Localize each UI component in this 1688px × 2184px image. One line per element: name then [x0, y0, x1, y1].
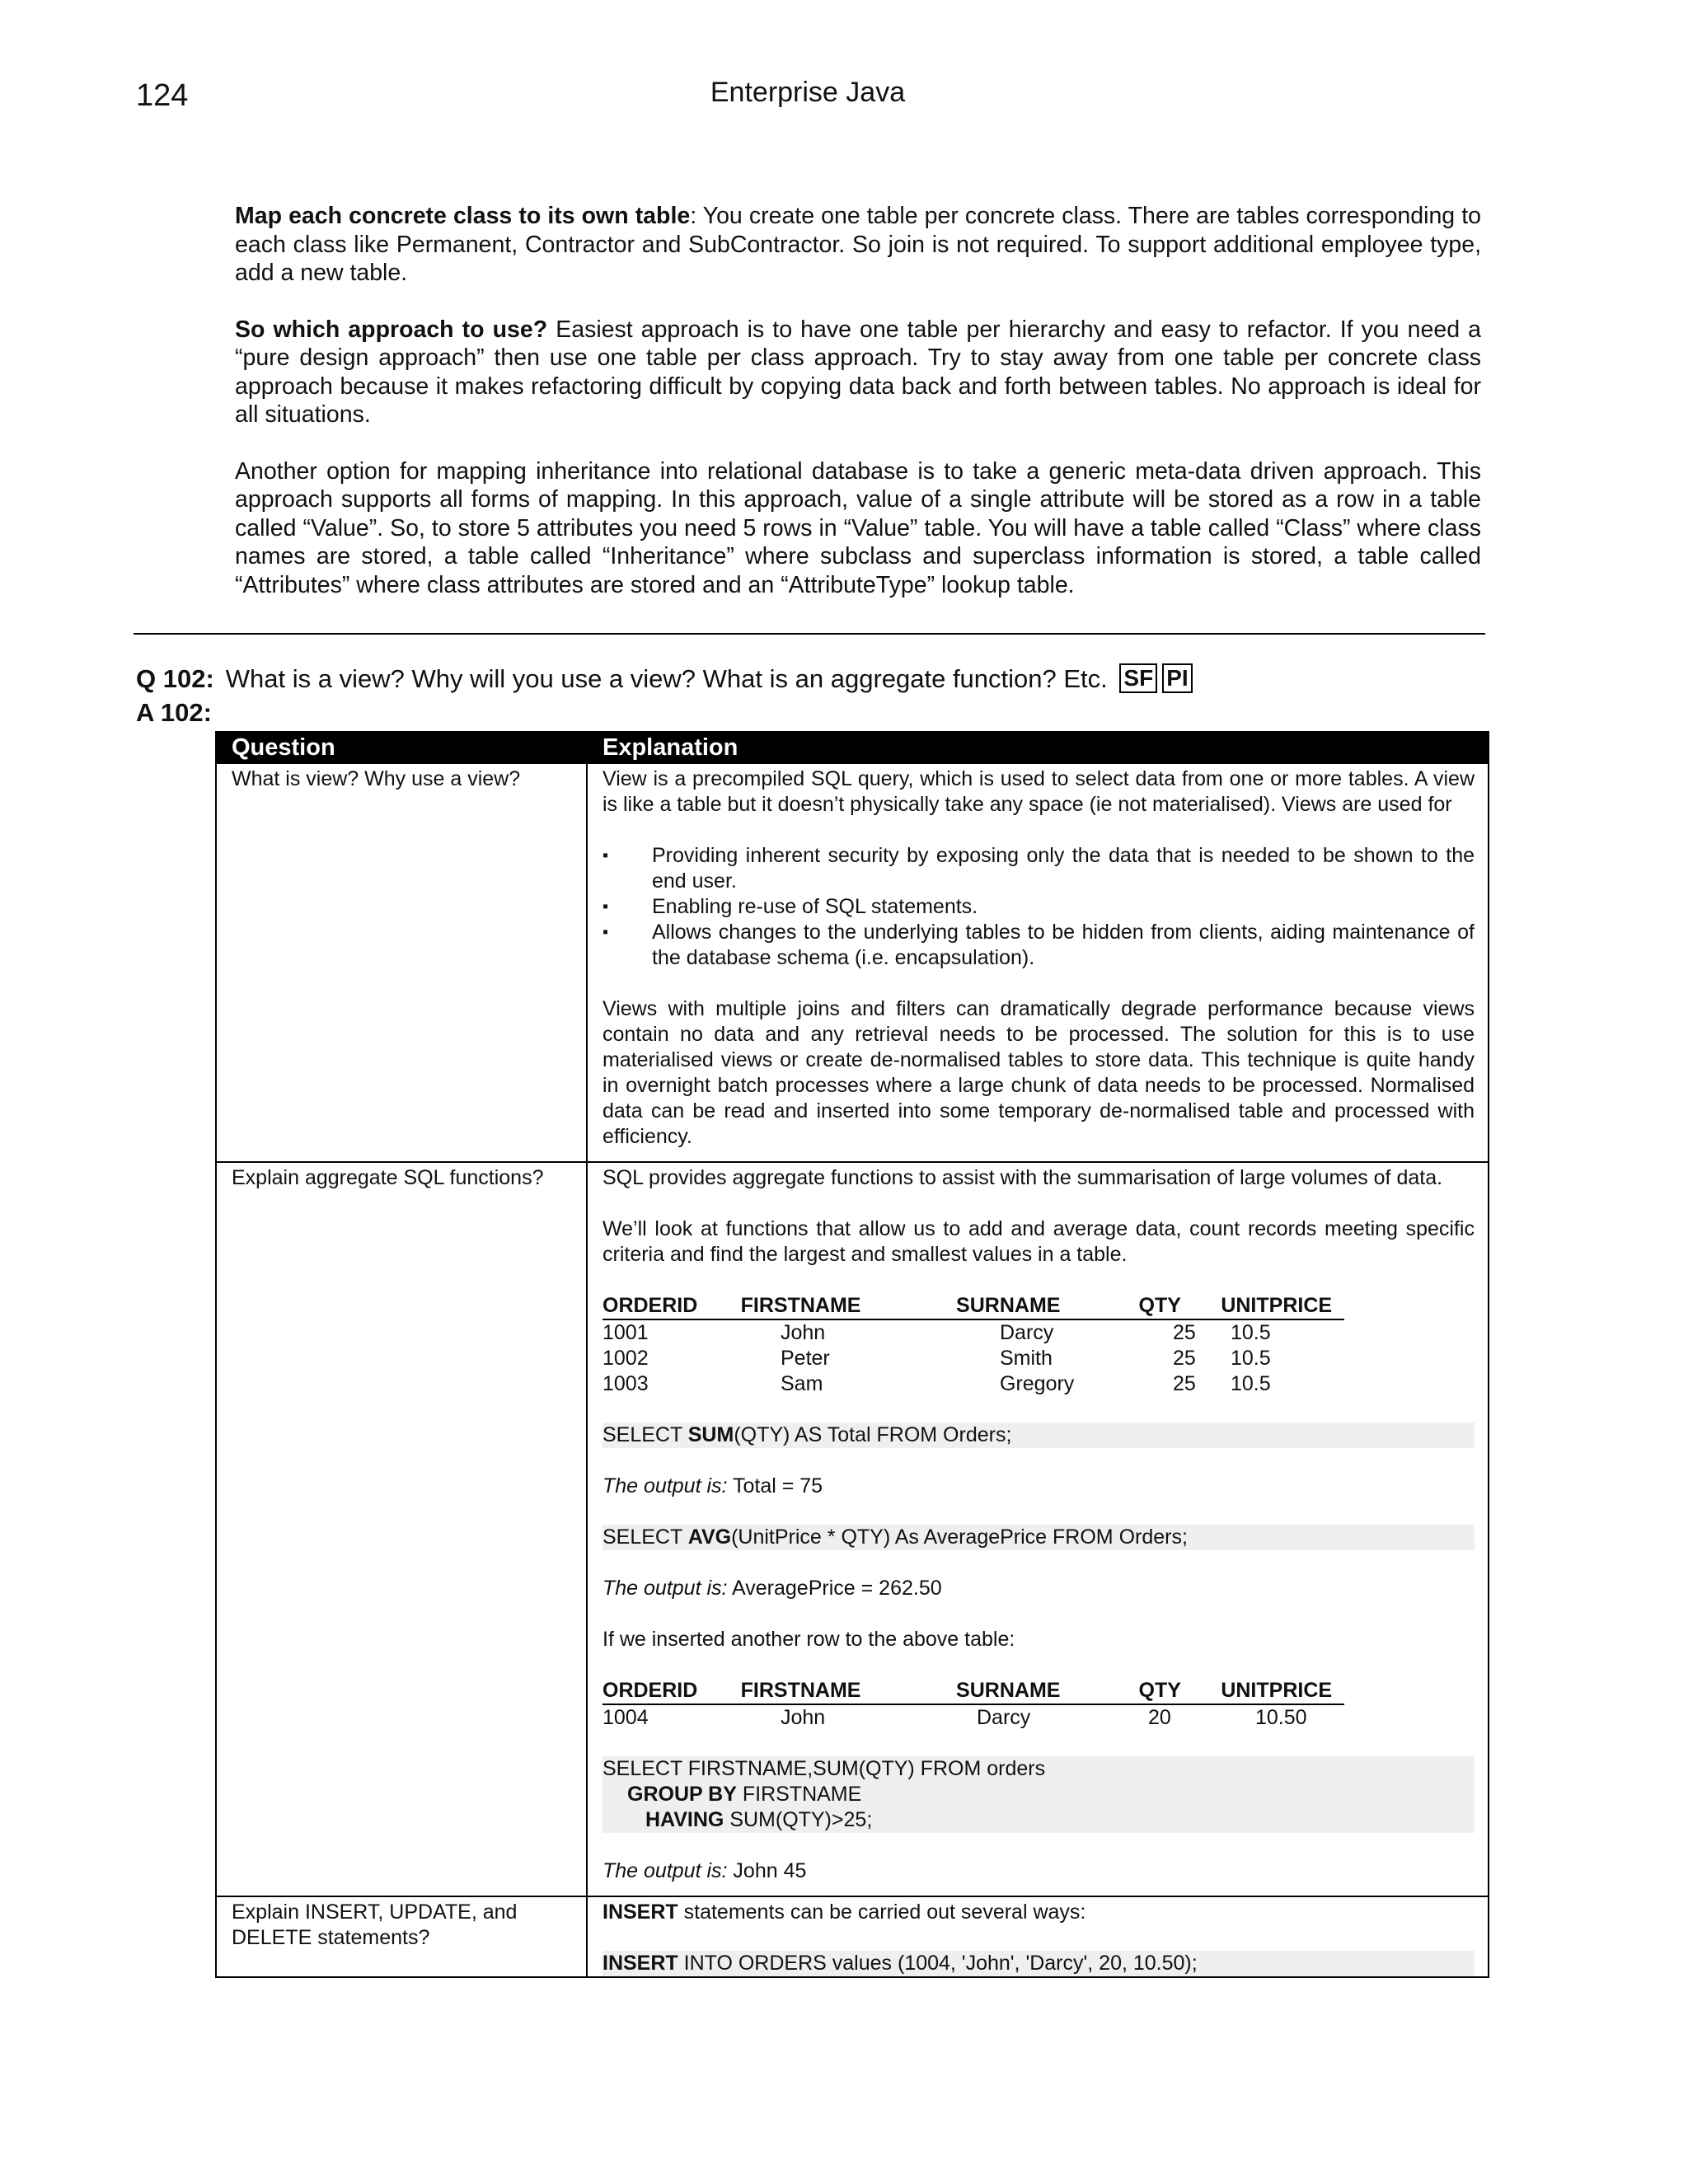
question-cell: What is view? Why use a view?: [216, 763, 587, 1162]
explanation-cell: [587, 1162, 1489, 1896]
badge-pi: PI: [1162, 663, 1192, 693]
sum-output: [603, 1474, 1475, 1499]
sql-sum-query: [603, 1422, 1475, 1448]
col-unitprice: UNITPRICE: [1221, 1679, 1333, 1702]
insert-intro: [603, 1900, 1475, 1925]
qa-row-aggregate: [216, 1162, 1489, 1896]
col-firstname: FIRSTNAME: [740, 1294, 861, 1317]
orders-data-table-2: [603, 1678, 1475, 1731]
code-text: SELECT: [603, 1423, 688, 1446]
code-text: SUM(QTY)>25;: [724, 1808, 873, 1831]
list-item: ▪ Allows changes to the underlying tables to be hidden from clients, aiding maintenance of the database schema (i.e. encapsulation).: [603, 920, 1475, 971]
col-qty: QTY: [1138, 1679, 1181, 1702]
code-text: (QTY) AS Total FROM Orders;: [734, 1423, 1012, 1446]
question-cell: Explain aggregate SQL functions?: [216, 1162, 587, 1896]
sql-avg-query: [603, 1525, 1475, 1550]
answer-label: A 102:: [136, 698, 212, 727]
cell-surname: Smith: [1000, 1347, 1053, 1370]
code-line: [603, 1807, 1475, 1833]
paragraph-body: Another option for mapping inheritance into relational database is to take a generic meta-data driven approach. This approach supports all forms of mapping. In this approach, value of a single attribute will be stored as a row in a table called “Value”. So, to store 5 attributes you need 5 rows in “Value” table. You will have a table called “Class” where class names are stored, a table called “Inheritance” where subclass and superclass information is stored, a table called “Attributes” where class attributes are stored and an “AttributeType” lookup table.: [235, 457, 1481, 598]
orders-data-table: [603, 1293, 1475, 1397]
avg-output: [603, 1576, 1475, 1601]
explanation-cell: [587, 1896, 1489, 1977]
cell-qty: 25: [1173, 1372, 1196, 1395]
question-line: [136, 663, 1193, 694]
qa-row-view: [216, 763, 1489, 1162]
cell-orderid: 1002: [603, 1347, 649, 1370]
cell-firstname: Peter: [781, 1347, 830, 1370]
sql-group-by-query: [603, 1756, 1475, 1833]
cell-orderid: 1004: [603, 1706, 649, 1729]
code-text: FIRSTNAME: [736, 1783, 862, 1806]
paragraph-body: Easiest approach is to have one table per hierarchy and easy to refactor. If you need a “pure design approach” then use one table per class approach. Try to stay away from one table per concrete class approach because it makes refactoring difficult by copying data back and forth between tables. No approach is ideal for all situations.: [235, 316, 1481, 428]
header-question: Question: [216, 732, 587, 763]
group-output: [603, 1858, 1475, 1884]
code-keyword: INSERT: [603, 1952, 678, 1975]
sql-insert-query: [603, 1951, 1475, 1976]
qa-table: [215, 731, 1489, 1978]
cell-unitprice: 10.50: [1255, 1706, 1307, 1729]
paragraph-which-approach: [235, 316, 1481, 429]
section-divider: [134, 633, 1485, 635]
table-row: [603, 1346, 1475, 1371]
cell-firstname: John: [781, 1706, 826, 1729]
paragraph-concrete-class: [235, 202, 1481, 288]
output-label: The output is:: [603, 1474, 728, 1497]
cell-unitprice: 10.5: [1231, 1321, 1271, 1344]
output-value: Total = 75: [727, 1474, 823, 1497]
list-item: ▪ Providing inherent security by exposing only the data that is needed to be shown to the end user.: [603, 843, 1475, 894]
output-value: AveragePrice = 262.50: [727, 1577, 942, 1600]
table-row: [603, 1705, 1475, 1731]
paragraph-body: : You create one table per concrete class. There are tables corresponding to each class like Permanent, Contractor and SubContractor. So join is not required. To support additional employee type, add a new table.: [235, 203, 1481, 286]
cell-firstname: Sam: [781, 1372, 823, 1395]
question-cell: Explain INSERT, UPDATE, and DELETE statements?: [216, 1896, 587, 1977]
paragraph-lead: Map each concrete class to its own table: [235, 203, 691, 229]
question-label: Q 102:: [136, 664, 214, 693]
running-title: Enterprise Java: [710, 77, 906, 108]
code-keyword: INSERT: [603, 1900, 678, 1924]
cell-unitprice: 10.5: [1231, 1372, 1271, 1395]
orders-header-row: [603, 1293, 1344, 1320]
cell-surname: Darcy: [977, 1706, 1031, 1729]
paragraph-lead: So which approach to use?: [235, 316, 548, 343]
explanation-cell: [587, 763, 1489, 1162]
code-keyword: GROUP BY: [627, 1783, 737, 1806]
code-line: [603, 1782, 1475, 1807]
cell-unitprice: 10.5: [1231, 1347, 1271, 1370]
cell-surname: Gregory: [1000, 1372, 1075, 1395]
col-qty: QTY: [1138, 1294, 1181, 1317]
code-line: SELECT FIRSTNAME,SUM(QTY) FROM orders: [603, 1757, 1046, 1780]
code-keyword: SUM: [687, 1423, 734, 1446]
aggregate-intro-2: We’ll look at functions that allow us to add and average data, count records meeting specific criteria and find the largest and smallest values in a table.: [603, 1217, 1475, 1266]
qa-header-row: [216, 732, 1489, 763]
list-item: ▪ Enabling re-use of SQL statements.: [603, 894, 1475, 920]
orders-header-row: [603, 1678, 1344, 1705]
cell-firstname: John: [781, 1321, 826, 1344]
view-intro: View is a precompiled SQL query, which is used to select data from one or more tables. A view is like a table but it doesn’t physically take any space (ie not materialised). Views are used for: [603, 767, 1475, 816]
table-row: [603, 1371, 1475, 1397]
page-number: 124: [136, 78, 189, 113]
code-text: SELECT: [603, 1526, 688, 1549]
insert-note: If we inserted another row to the above table:: [603, 1628, 1015, 1651]
header-explanation: Explanation: [587, 732, 1489, 763]
col-firstname: FIRSTNAME: [740, 1679, 861, 1702]
cell-surname: Darcy: [1000, 1321, 1054, 1344]
col-surname: SURNAME: [956, 1294, 1061, 1317]
cell-qty: 25: [1173, 1321, 1196, 1344]
cell-qty: 25: [1173, 1347, 1196, 1370]
question-text: What is a view? Why will you use a view? What is an aggregate function? Etc.: [225, 664, 1108, 693]
badge-sf: SF: [1119, 663, 1157, 693]
aggregate-intro: SQL provides aggregate functions to assist with the summarisation of large volumes of data.: [603, 1166, 1443, 1189]
view-performance: Views with multiple joins and filters can dramatically degrade performance because views contain no data and any retrieval needs to be processed. The solution for this is to use materialised views or create de-normalised tables to store data. This technique is quite handy in overnight batch processes where a large chunk of data needs to be processed. Normalised data can be read and inserted into some temporary de-normalised table and processed with efficiency.: [603, 997, 1475, 1148]
table-row: [603, 1320, 1475, 1346]
cell-qty: 20: [1148, 1706, 1171, 1729]
output-label: The output is:: [603, 1577, 728, 1600]
text: statements can be carried out several ways:: [678, 1900, 1086, 1924]
code-text: INTO ORDERS values (1004, 'John', 'Darcy', 20, 10.50);: [678, 1952, 1198, 1975]
body-text: [235, 202, 1481, 627]
col-unitprice: UNITPRICE: [1221, 1294, 1333, 1317]
code-keyword: HAVING: [645, 1808, 724, 1831]
cell-orderid: 1001: [603, 1321, 649, 1344]
view-uses-list: [603, 843, 1475, 971]
col-orderid: ORDERID: [603, 1679, 698, 1702]
code-keyword: AVG: [687, 1526, 732, 1549]
col-surname: SURNAME: [956, 1679, 1061, 1702]
paragraph-meta-data: [235, 457, 1481, 600]
cell-orderid: 1003: [603, 1372, 649, 1395]
col-orderid: ORDERID: [603, 1294, 698, 1317]
code-text: (UnitPrice * QTY) As AveragePrice FROM Orders;: [731, 1526, 1188, 1549]
qa-row-insert: [216, 1896, 1489, 1977]
output-value: John 45: [727, 1859, 807, 1882]
output-label: The output is:: [603, 1859, 728, 1882]
